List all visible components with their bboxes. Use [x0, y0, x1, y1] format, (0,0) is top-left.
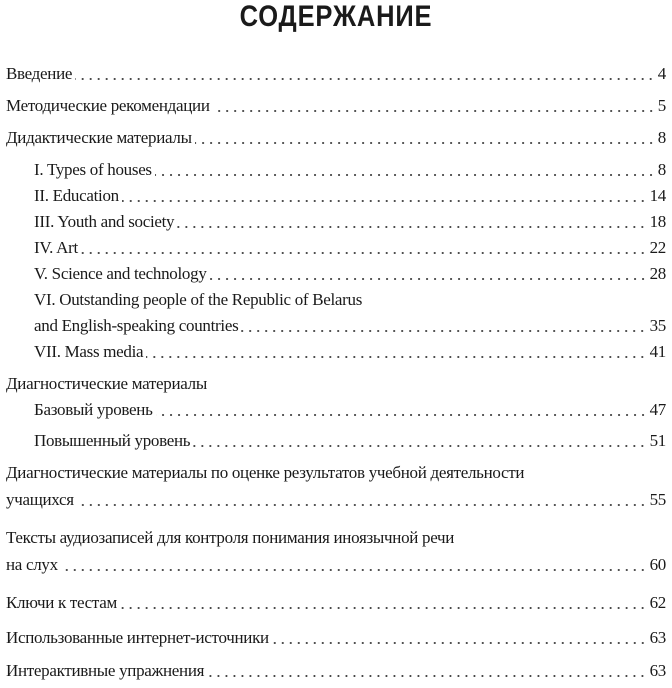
toc-entry-line1[interactable] [34, 289, 666, 311]
entry-page: 8 [657, 160, 666, 179]
leader-dots [213, 95, 655, 117]
leader-dots [75, 63, 655, 85]
leader-dots [156, 399, 647, 421]
entry-page: 41 [649, 342, 666, 361]
entry-title-cont: and English-speaking countries [34, 316, 239, 335]
leader-dots [77, 489, 647, 511]
leader-dots [241, 315, 646, 337]
leader-dots [193, 430, 646, 452]
toc-entry[interactable] [6, 554, 666, 576]
entry-page: 62 [649, 593, 666, 612]
entry-title: Использованные интернет-источники [6, 628, 269, 647]
entry-page: 22 [649, 238, 666, 257]
leader-dots [272, 627, 647, 649]
leader-dots [81, 237, 647, 259]
entry-page: 63 [649, 661, 666, 680]
leader-dots [120, 592, 647, 614]
toc-entry[interactable] [6, 489, 666, 511]
entry-title: IV. Art [34, 238, 78, 257]
entry-title: I. Types of houses [34, 160, 152, 179]
toc-entry-line1[interactable] [6, 527, 666, 549]
entry-title: Методические рекомендации [6, 96, 210, 115]
entry-page: 8 [657, 128, 666, 147]
entry-title: Диагностические материалы [6, 374, 207, 393]
toc-entry[interactable] [34, 263, 666, 285]
entry-title-cont: на слух [6, 555, 58, 574]
entry-title: Дидактические материалы [6, 128, 192, 147]
entry-page: 14 [649, 186, 666, 205]
leader-dots [210, 263, 647, 285]
entry-title: Диагностические материалы по оценке результатов учебной деятельности [6, 463, 525, 482]
entry-title: V. Science and technology [34, 264, 207, 283]
entry-page: 4 [657, 64, 666, 83]
toc-entry[interactable] [34, 315, 666, 337]
leader-dots [195, 127, 655, 149]
entry-page: 5 [657, 96, 666, 115]
toc-entry[interactable] [6, 627, 666, 649]
entry-title: III. Youth and society [34, 212, 175, 231]
entry-title: VI. Outstanding people of the Republic of Belarus [34, 290, 363, 309]
toc-entry[interactable] [34, 237, 666, 259]
entry-title: Повышенный уровень [34, 431, 191, 450]
entry-page: 47 [649, 400, 666, 419]
entry-title-cont: учащихся [6, 490, 74, 509]
page-title: СОДЕРЖАНИЕ [239, 0, 433, 33]
entry-page: 51 [649, 431, 666, 450]
entry-title: II. Education [34, 186, 119, 205]
entry-title: Введение [6, 64, 73, 83]
toc-entry[interactable] [34, 341, 666, 363]
entry-page: 35 [649, 316, 666, 335]
entry-page: 55 [649, 490, 666, 509]
leader-dots [177, 211, 646, 233]
entry-title: Базовый уровень [34, 400, 153, 419]
toc-entry[interactable] [6, 63, 666, 85]
leader-dots [155, 159, 655, 181]
leader-dots [146, 341, 646, 363]
entry-title: Ключи к тестам [6, 593, 117, 612]
toc-entry[interactable] [6, 660, 666, 682]
toc-entry-line1[interactable] [6, 462, 666, 484]
entry-page: 63 [649, 628, 666, 647]
entry-page: 28 [649, 264, 666, 283]
toc-entry[interactable] [6, 95, 666, 117]
toc-entry[interactable] [6, 592, 666, 614]
leader-dots [61, 554, 647, 576]
toc-entry[interactable] [34, 430, 666, 452]
toc-entry[interactable] [34, 185, 666, 207]
leader-dots [207, 660, 646, 682]
toc-entry[interactable] [34, 399, 666, 421]
entry-title: Тексты аудиозаписей для контроля понимания иноязычной речи [6, 528, 455, 547]
entry-page: 60 [649, 555, 666, 574]
entry-page: 18 [649, 212, 666, 231]
toc-entry[interactable] [34, 211, 666, 233]
toc-entry[interactable] [34, 159, 666, 181]
leader-dots [122, 185, 647, 207]
entry-title: VII. Mass media [34, 342, 144, 361]
toc-section-heading [6, 373, 666, 395]
toc-entry[interactable] [6, 127, 666, 149]
entry-title: Интерактивные упражнения [6, 661, 205, 680]
